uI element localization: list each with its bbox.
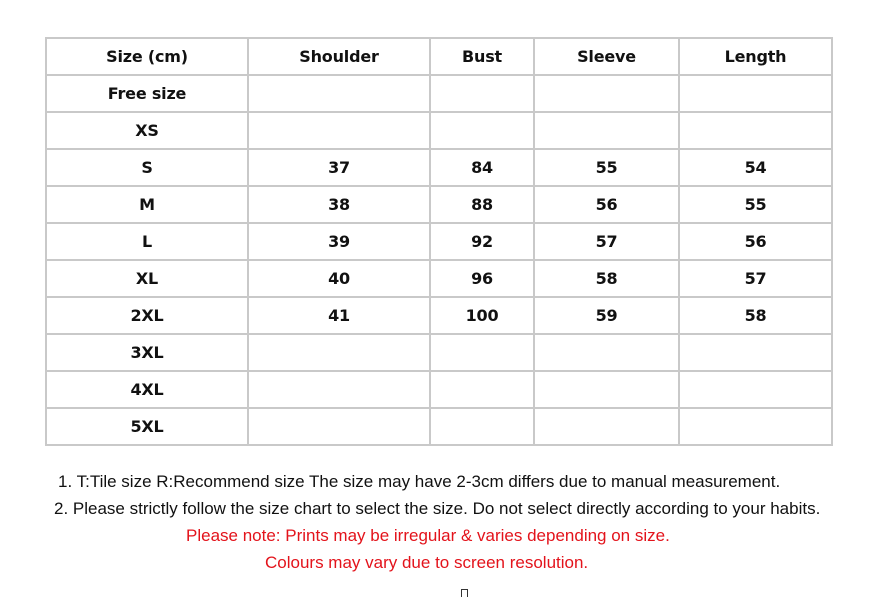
column-header: Length bbox=[679, 38, 832, 75]
table-cell: 56 bbox=[679, 223, 832, 260]
column-header: Sleeve bbox=[534, 38, 679, 75]
column-header: Shoulder bbox=[248, 38, 430, 75]
table-cell bbox=[248, 112, 430, 149]
table-cell: 96 bbox=[430, 260, 534, 297]
table-cell: 57 bbox=[679, 260, 832, 297]
table-cell: Free size bbox=[46, 75, 248, 112]
table-cell: 58 bbox=[534, 260, 679, 297]
table-row bbox=[46, 371, 832, 408]
table-row bbox=[46, 408, 832, 445]
table-row bbox=[46, 112, 832, 149]
table-cell: 54 bbox=[679, 149, 832, 186]
note-follow-chart: 2. Please strictly follow the size chart to select the size. Do not select directly according to your habits. bbox=[54, 499, 821, 518]
size-chart-table bbox=[45, 37, 833, 446]
table-cell bbox=[248, 75, 430, 112]
table-cell: 39 bbox=[248, 223, 430, 260]
table-cell bbox=[430, 408, 534, 445]
table-cell: 4XL bbox=[46, 371, 248, 408]
table-cell: XL bbox=[46, 260, 248, 297]
warning-colours: Colours may vary due to screen resolution. bbox=[265, 553, 589, 572]
table-row bbox=[46, 297, 832, 334]
table-cell: 56 bbox=[534, 186, 679, 223]
table-cell bbox=[430, 75, 534, 112]
note-measurement: 1. T:Tile size R:Recommend size The size may have 2-3cm differs due to manual measurement. bbox=[58, 472, 781, 491]
table-row bbox=[46, 186, 832, 223]
warning-prints: Please note: Prints may be irregular & varies depending on size. bbox=[186, 526, 670, 545]
table-cell bbox=[430, 112, 534, 149]
table-cell bbox=[534, 112, 679, 149]
table-cell bbox=[534, 75, 679, 112]
table-cell: 59 bbox=[534, 297, 679, 334]
table-row bbox=[46, 260, 832, 297]
column-header: Size (cm) bbox=[46, 38, 248, 75]
table-cell bbox=[248, 334, 430, 371]
table-cell: 40 bbox=[248, 260, 430, 297]
table-row bbox=[46, 223, 832, 260]
table-cell bbox=[248, 371, 430, 408]
table-cell: 38 bbox=[248, 186, 430, 223]
table-cell bbox=[679, 334, 832, 371]
table-row bbox=[46, 334, 832, 371]
table-cell: 84 bbox=[430, 149, 534, 186]
table-cell bbox=[679, 75, 832, 112]
column-header: Bust bbox=[430, 38, 534, 75]
table-cell bbox=[679, 371, 832, 408]
table-cell: 55 bbox=[679, 186, 832, 223]
table-cell: L bbox=[46, 223, 248, 260]
table-row bbox=[46, 149, 832, 186]
table-cell: XS bbox=[46, 112, 248, 149]
table-cell: 2XL bbox=[46, 297, 248, 334]
table-cell: 41 bbox=[248, 297, 430, 334]
table-cell: 100 bbox=[430, 297, 534, 334]
table-cell: 57 bbox=[534, 223, 679, 260]
header-row bbox=[46, 38, 832, 75]
table-cell: S bbox=[46, 149, 248, 186]
table-cell bbox=[430, 371, 534, 408]
table-cell bbox=[430, 334, 534, 371]
table-cell bbox=[534, 334, 679, 371]
table-cell bbox=[679, 408, 832, 445]
table-cell: 88 bbox=[430, 186, 534, 223]
table-cell: 37 bbox=[248, 149, 430, 186]
table-cell bbox=[248, 408, 430, 445]
table-cell: 55 bbox=[534, 149, 679, 186]
table-cell bbox=[679, 112, 832, 149]
table-cell: M bbox=[46, 186, 248, 223]
table-cell: 5XL bbox=[46, 408, 248, 445]
table-cell bbox=[534, 371, 679, 408]
table-cell: 92 bbox=[430, 223, 534, 260]
table-cell bbox=[534, 408, 679, 445]
table-cell: 58 bbox=[679, 297, 832, 334]
table-cell: 3XL bbox=[46, 334, 248, 371]
table-row bbox=[46, 75, 832, 112]
